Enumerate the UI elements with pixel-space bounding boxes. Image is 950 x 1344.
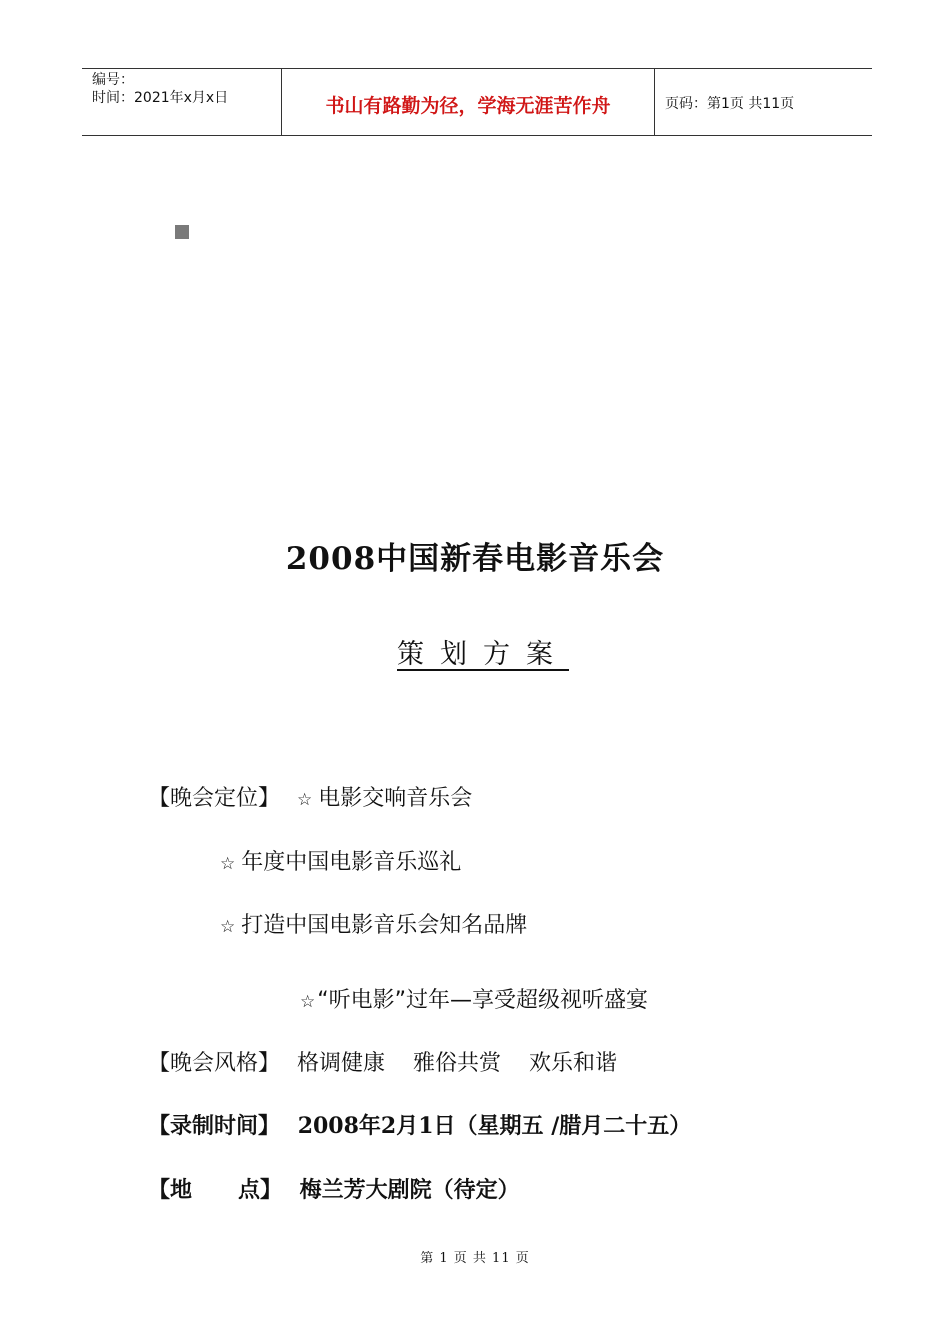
positioning-item: 打造中国电影音乐会知名品牌 [241, 913, 528, 938]
star-icon: ☆ [300, 992, 316, 1012]
subtitle-text: 策划方案 [397, 639, 569, 670]
positioning-item: 年度中国电影音乐巡礼 [241, 850, 462, 875]
page-footer: 第 1 页 共 11 页 [420, 1251, 530, 1266]
star-icon: ☆ [220, 854, 236, 874]
positioning-row-4 [300, 983, 648, 1014]
positioning-row [148, 781, 472, 812]
number-label: 编号： [92, 72, 134, 88]
motto-text: 书山有路勤为径，学海无涯苦作舟 [325, 94, 611, 117]
header-motto-cell [282, 69, 655, 135]
record-time-value: 2008年2月1日（星期五 /腊月二十五） [297, 1113, 692, 1139]
venue-row [148, 1173, 520, 1204]
star-icon: ☆ [220, 917, 236, 937]
venue-label: 【地 点】 [148, 1177, 282, 1203]
positioning-label: 【晚会定位】 [148, 786, 281, 811]
square-bullet-icon [175, 225, 189, 239]
header-meta-cell [82, 69, 282, 135]
time-label: 时间：2021年x月x日 [92, 90, 229, 106]
positioning-row-2 [220, 845, 461, 876]
positioning-row-3 [220, 908, 527, 939]
venue-value: 梅兰芳大剧院（待定） [299, 1177, 520, 1203]
positioning-item: 电影交响音乐会 [318, 786, 473, 811]
style-row [148, 1046, 617, 1077]
style-label: 【晚会风格】 [148, 1051, 281, 1076]
record-time-label: 【录制时间】 [148, 1113, 281, 1139]
page-title: 2008中国新春电影音乐会 [285, 541, 665, 577]
style-value: 格调健康 雅俗共赏 欢乐和谐 [297, 1051, 617, 1076]
positioning-item: “听电影”过年—享受超级视听盛宴 [317, 988, 649, 1013]
document-header [82, 68, 872, 136]
page-info: 页码：第1页 共11页 [665, 96, 795, 112]
page-subtitle [0, 632, 950, 671]
header-page-cell [655, 69, 872, 135]
star-icon: ☆ [297, 790, 313, 810]
time-row [148, 1109, 691, 1140]
